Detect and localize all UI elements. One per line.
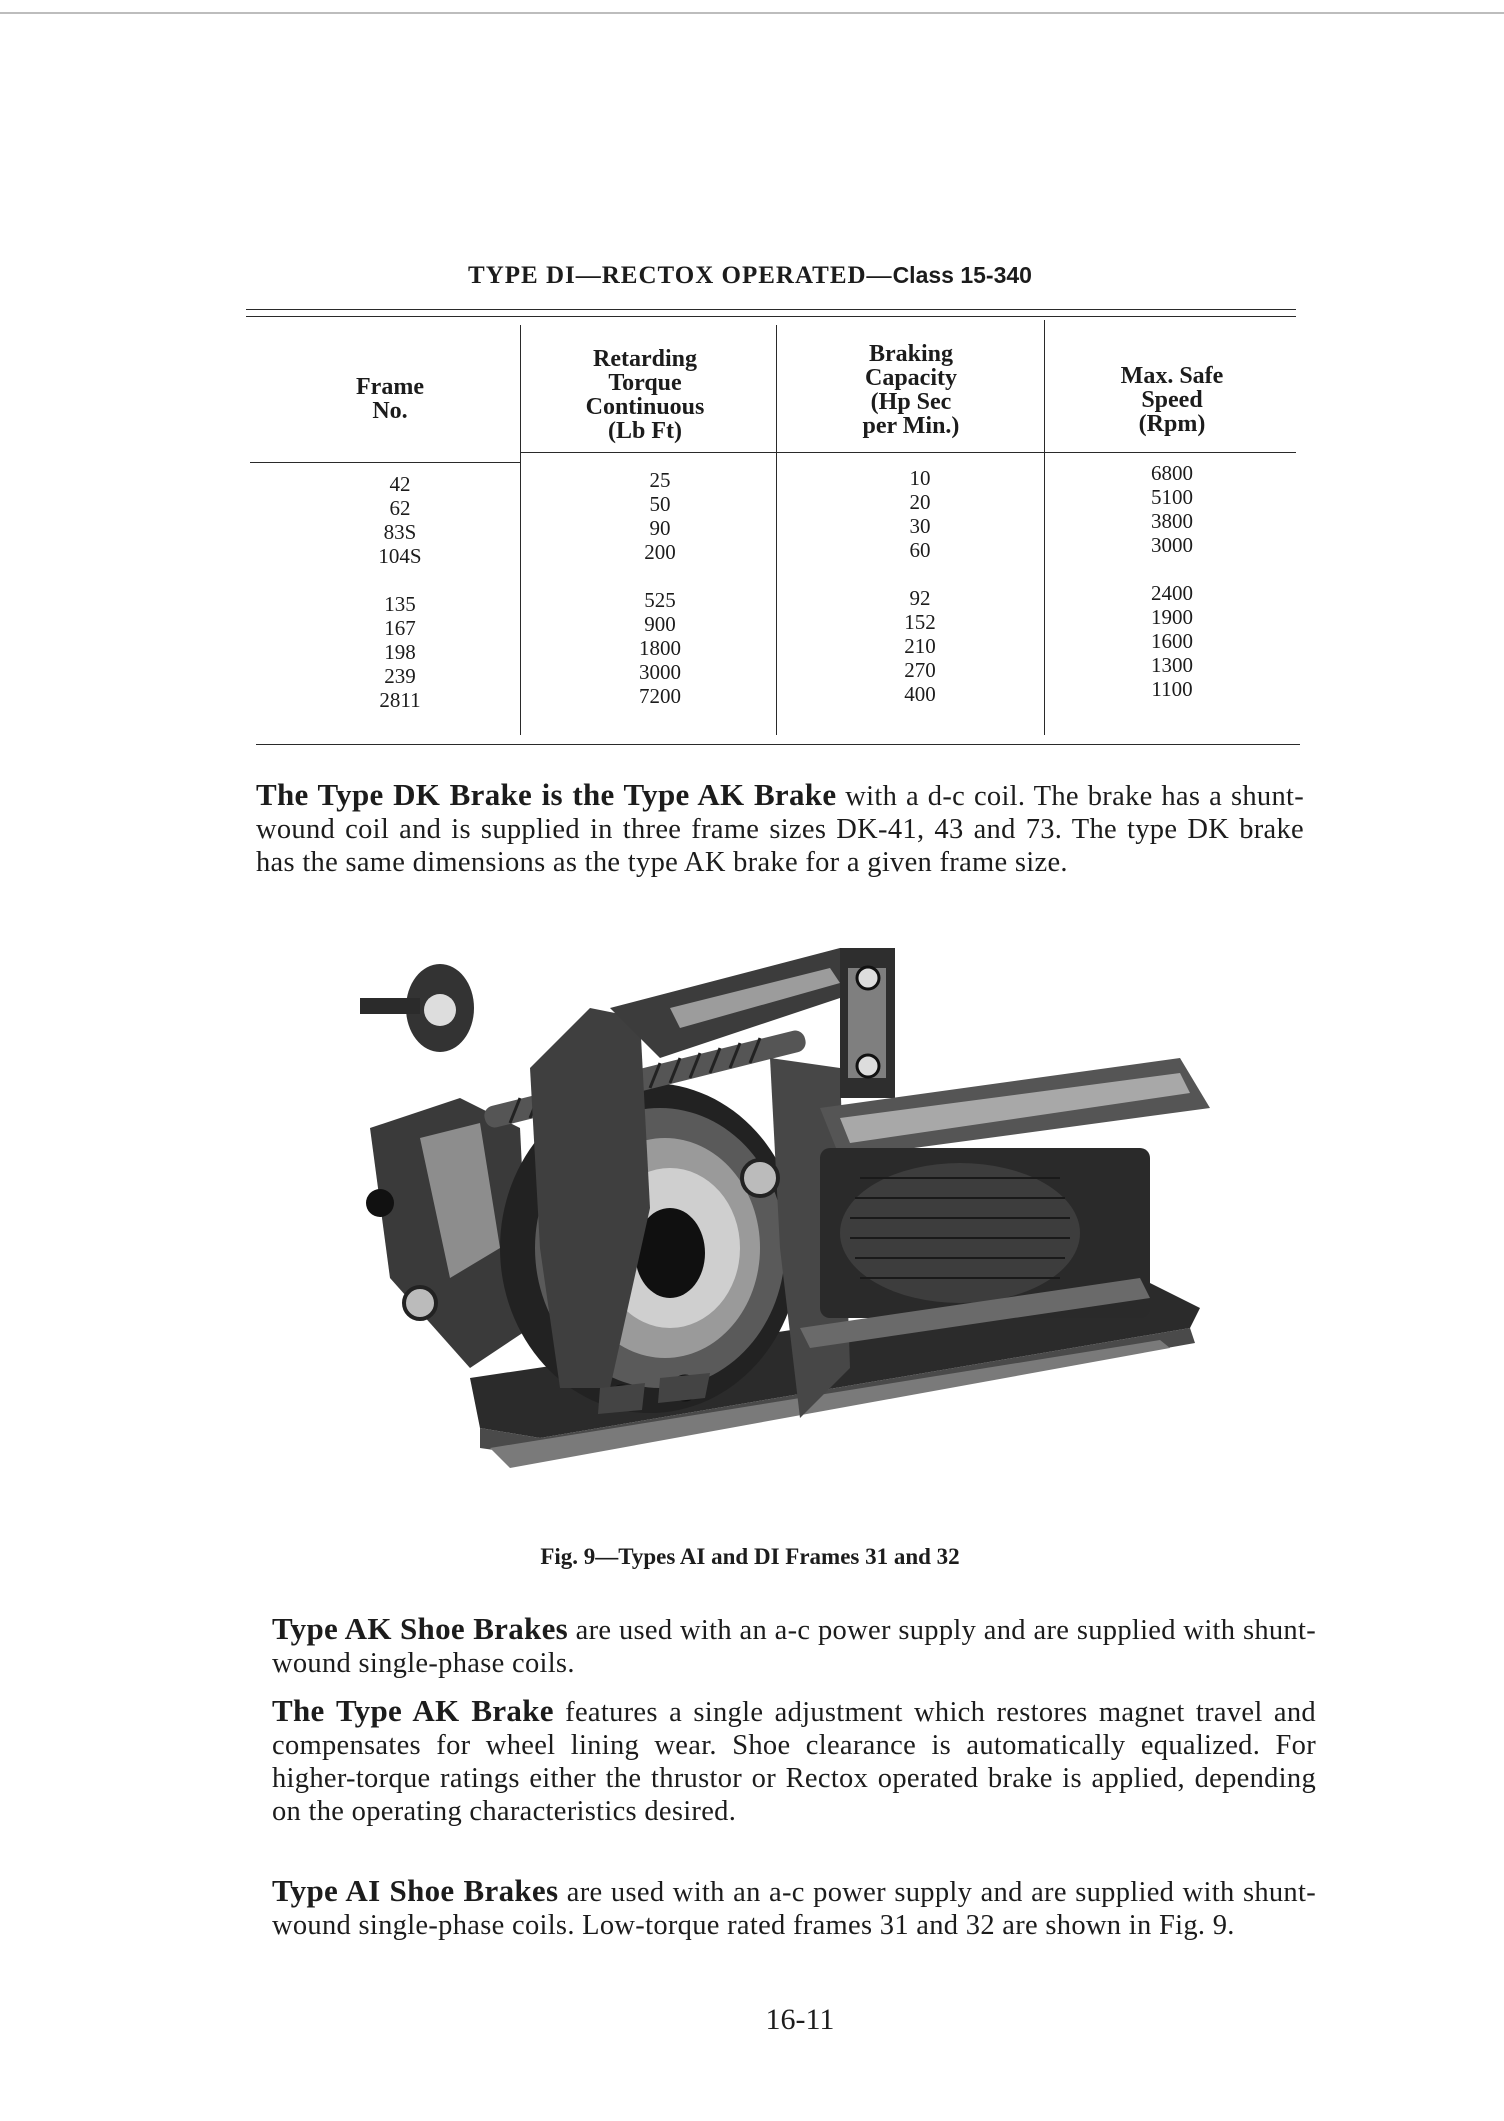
capacity-values-group-1: 10 20 30 60 [909,466,931,562]
figure-caption: Fig. 9—Types AI and DI Frames 31 and 32 [540,1544,960,1569]
paragraph-type-dk-bold: The Type DK Brake is the Type AK Brake [256,777,837,812]
column-frame-no [300,472,500,712]
frame-values-group-1: 42 62 83S 104S [378,472,422,568]
paragraph-ak-shoe-text: are used with an a-c power supply and are supplied with shunt-wound single-phase coils. [272,1615,1316,1679]
paragraph-ai-shoe [272,1874,1316,1942]
paragraph-ai-shoe-text: are used with an a-c power supply and are supplied with shunt-wound single-phase coils. Low-torque rated frames 31 and 32 are shown in Fig. 9. [272,1877,1316,1941]
column-divider-3 [1044,320,1045,735]
paragraph-type-dk [256,778,1304,879]
table-title-main: TYPE DI—RECTOX OPERATED— [468,262,893,289]
header-bottom-rule-right [520,452,1296,453]
frame-values-group-2: 135 167 198 239 2811 [379,592,421,712]
header-braking-capacity: Braking Capacity (Hp Sec per Min.) [862,341,960,439]
column-divider-1 [520,325,521,735]
header-max-safe-speed: Max. Safe Speed (Rpm) [1120,363,1224,437]
table-top-rule-2 [246,316,1296,317]
speed-values-group-2: 2400 1900 1600 1300 1100 [1151,581,1193,701]
paragraph-ak-shoe [272,1612,1316,1680]
header-frame-no: Frame No. [356,374,424,424]
page-top-edge [0,12,1504,14]
torque-values-group-2: 525 900 1800 3000 7200 [639,588,681,708]
paragraph-ak-shoe-bold: Type AK Shoe Brakes [272,1611,568,1646]
paragraph-ak-brake [272,1694,1316,1828]
header-retarding-torque: Retarding Torque Continuous (Lb Ft) [585,346,705,444]
table-title [250,262,1250,290]
column-max-safe-speed [1072,461,1272,701]
paragraph-ak-brake-text: features a single adjustment which restores magnet travel and compensates for wheel lining wear. Shoe clearance is automatically equalized. For higher-torque ratings either the thrustor or Rectox operated brake is applied, depending on the operating characteristics desired. [272,1697,1316,1827]
page-number: 16-11 [765,2003,835,2036]
brake-photo [360,948,1220,1488]
table-bottom-rule [256,744,1300,745]
column-retarding-torque [560,468,760,708]
table-title-class: Class 15-340 [892,262,1032,288]
torque-values-group-1: 25 50 90 200 [644,468,676,564]
paragraph-ak-brake-bold: The Type AK Brake [272,1693,554,1728]
column-braking-capacity [820,466,1020,706]
table-top-rule [246,309,1296,310]
capacity-values-group-2: 92 152 210 270 400 [904,586,936,706]
speed-values-group-1: 6800 5100 3800 3000 [1151,461,1193,557]
header-bottom-rule-left [250,462,520,463]
column-divider-2 [776,325,777,735]
paragraph-ai-shoe-bold: Type AI Shoe Brakes [272,1873,559,1908]
paragraph-type-dk-text: with a d-c coil. The brake has a shunt-wound coil and is supplied in three frame sizes DK-41, 43 and 73. The type DK brake has the same dimensions as the type AK brake for a given frame size. [256,781,1305,878]
